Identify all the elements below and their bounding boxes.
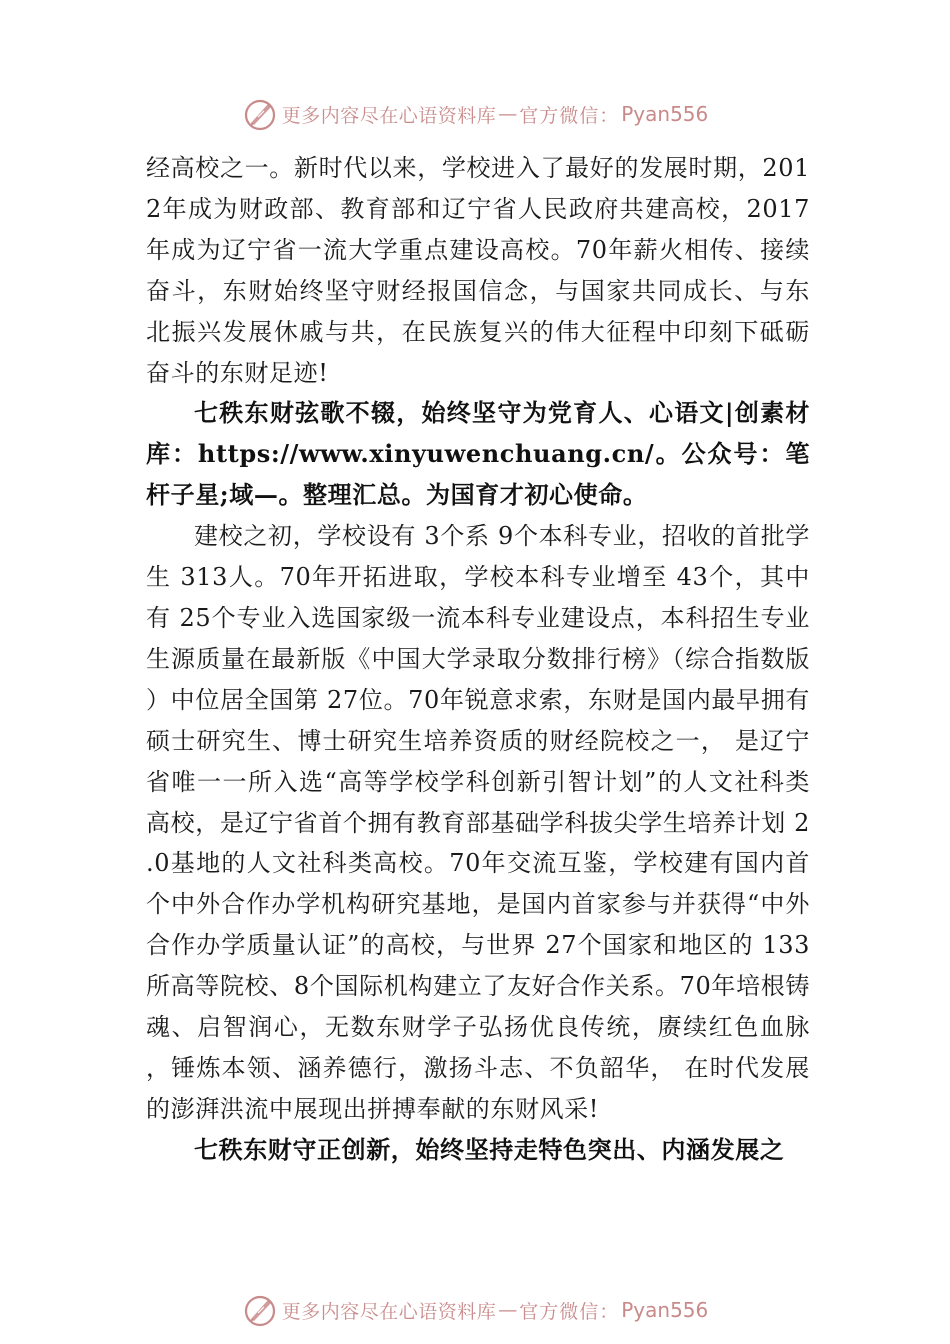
watermark-label: 官方微信： <box>519 1300 620 1323</box>
document-body <box>146 148 810 1171</box>
paragraph-heading-2: 七秩东财守正创新，始终坚持走特色突出、内涵发展之 <box>194 1134 785 1164</box>
watermark-label: 官方微信： <box>519 104 620 127</box>
watermark-text: 更多内容尽在心语资料库 <box>281 104 497 127</box>
footer-watermark <box>0 1290 950 1330</box>
header-watermark <box>0 94 950 134</box>
paragraph-continuation: 经高校之一。新时代以来，学校进入了最好的发展时期，2012年成为财政部、教育部和辽宁省人民政府共建高校，2017年成为辽宁省一流大学重点建设高校。70年薪火相传、接续奋斗，东财始终坚守财经报国信念，与国家共同成长、与东北振兴发展休戚与共，在民族复兴的伟大征程中印刻下砥砺奋斗的东财足迹! <box>146 154 810 387</box>
watermark-separator: — <box>498 1299 518 1321</box>
watermark-id: Pyan556 <box>621 102 709 126</box>
paragraph-heading-1: 七秩东财弦歌不辍，始终坚守为党育人、心语文|创素材库：https://www.xinyuwenchuang.cn/。公众号：笔杆子星;域—。整理汇总。为国育才初心使命。 <box>146 398 810 510</box>
quill-pen-logo-icon <box>242 1292 278 1328</box>
watermark-separator: — <box>498 103 518 125</box>
quill-pen-logo-icon <box>242 96 278 132</box>
paragraph-body: 建校之初，学校设有 3个系 9个本科专业，招收的首批学生 313人。70年开拓进取，学校本科专业增至 43个，其中有 25个专业入选国家级一流本科专业建设点，本科招生专业生源质量在最新版《中国大学录取分数排行榜》（综合指数版）中位居全国第 27位。70年锐意求索，东财是国内最早拥有硕士研究生、博士研究生培养资质的财经院校之一， 是辽宁省唯一一所入选“高等学校学科创新引智计划”的人文社科类高校，是辽宁省首个拥有教育部基础学科拔尖学生培养计划 2.0基地的人文社科类高校。70年交流互鉴，学校建有国内首个中外合作办学机构研究基地，是国内首家参与并获得“中外合作办学质量认证”的高校，与世界 27个国家和地区的 133所高等院校、8个国际机构建立了友好合作关系。70年培根铸魂、启智润心，无数东财学子弘扬优良传统，赓续红色血脉，锤炼本领、涵养德行，激扬斗志、不负韶华， 在时代发展的澎湃洪流中展现出拼搏奉献的东财风采! <box>146 522 810 1123</box>
watermark-id: Pyan556 <box>621 1298 709 1322</box>
watermark-text: 更多内容尽在心语资料库 <box>281 1300 497 1323</box>
